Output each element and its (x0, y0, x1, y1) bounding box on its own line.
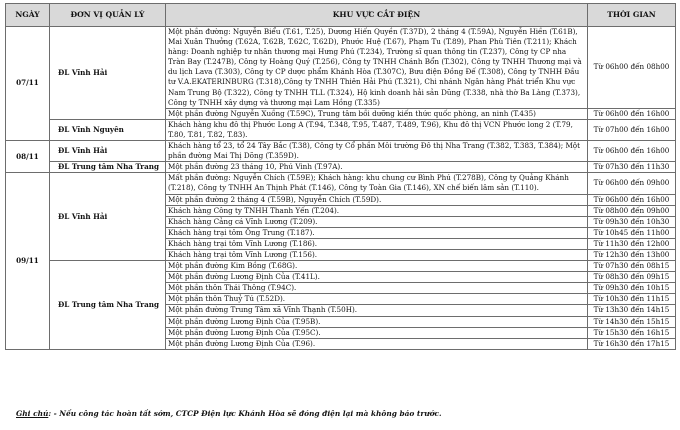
area-cell: Một phần đường Lương Định Của (T.96). (166, 338, 588, 349)
area-cell: Khách hàng trại tôm Ông Trung (T.187). (166, 227, 588, 238)
time-cell: Từ 06h00 đến 09h00 (588, 173, 676, 194)
time-cell: Từ 09h30 đến 10h15 (588, 283, 676, 294)
area-cell: Khách hàng Cảng cá Vĩnh Lương (T.209). (166, 216, 588, 227)
area-cell: Một phần đường Lương Định Của (T.41L). (166, 272, 588, 283)
time-cell: Từ 08h30 đến 09h15 (588, 272, 676, 283)
unit-cell: ĐL Vĩnh Hải (50, 27, 166, 120)
unit-cell: ĐL Vĩnh Hải (50, 173, 166, 261)
unit-cell: ĐL Trung tâm Nha Trang (50, 162, 166, 173)
time-cell: Từ 11h30 đến 12h00 (588, 238, 676, 249)
area-cell: Khách hàng Công ty TNHH Thanh Yến (T.204). (166, 205, 588, 216)
time-cell: Từ 09h30 đến 10h30 (588, 216, 676, 227)
table-body (6, 27, 676, 350)
time-cell: Từ 13h30 đến 14h15 (588, 305, 676, 316)
footnote (16, 409, 442, 418)
time-cell: Từ 07h30 đến 08h15 (588, 261, 676, 272)
area-cell: Một phần đường 23 tháng 10, Phú Vinh (T.97A). (166, 162, 588, 173)
time-cell: Từ 15h30 đến 16h15 (588, 327, 676, 338)
time-cell: Từ 10h30 đến 11h15 (588, 294, 676, 305)
header-area: KHU VỰC CẮT ĐIỆN (166, 4, 588, 27)
date-cell: 08/11 (6, 141, 50, 173)
area-cell: Mất phần đường: Nguyễn Chích (T.59E); Khách hàng: khu chung cư Bình Phú (T.278B), Công ty Quảng Khánh (T.218), Công ty TNHH An Thịnh Phát (T.146), Công ty Toàn Gia (T.146), XN chế biến lâm sản (T.110). (166, 173, 588, 194)
time-cell: Từ 06h00 đến 16h00 (588, 194, 676, 205)
header-day: NGÀY (6, 4, 50, 27)
time-cell: Từ 10h45 đến 11h00 (588, 227, 676, 238)
table-row (6, 27, 676, 109)
area-cell: Một phần đường Trung Tâm xã Vĩnh Thạnh (T.50H). (166, 305, 588, 316)
area-cell: Khách hàng trại tôm Vĩnh Lương (T.156). (166, 249, 588, 260)
time-cell: Từ 08h00 đến 09h00 (588, 205, 676, 216)
unit-cell: ĐL Vĩnh Hải (50, 141, 166, 162)
area-cell: Một phần đường Nguyễn Xuồng (T.59C), Trung tâm bồi dưỡng kiến thức quốc phòng, an ninh (T.435) (166, 108, 588, 119)
time-cell: Từ 07h00 đến 16h00 (588, 119, 676, 140)
area-cell: Một phần thôn Thuỷ Tú (T.52D). (166, 294, 588, 305)
header-unit: ĐƠN VỊ QUẢN LÝ (50, 4, 166, 27)
area-cell: Một phần đường: Nguyễn Biểu (T.61, T.25), Dương Hiến Quyền (T.37D), 2 tháng 4 (T.59A), Nguyễn Hiền (T.61B), Mai Xuân Thưởng (T.62A, T.62B, T.62C, T.62D), Phước Huệ (T.67), Phạm Tu (T.89), Phan Phù Tiên (T.211); Khách hàng: Doanh nghiệp tư nhân thương mại Hưng Phú (T.234), Trường sĩ quan thông tin (T.237), Công ty CP nha Tràn Bay (T.247B), Công ty Hoàng Quý (T.256), Công ty TNHH Chánh Bổn (T.302), Công ty TNHH Thương mại và du lịch Lava (T.303), Công ty CP dược phẩm Khánh Hòa (T.307C), Bưu điện Đồng Đế (T.308), Công ty TNHH Đầu tư V.A.EKATERINBURG (T.318),Công ty TNHH Thiên Hải Phú (T.321), Chi nhánh Ngân hàng Phát triển Khu vực Nam Trung Bộ (T.322), Công ty TNHH TLL (T.324), Hộ kinh doanh hải sản Dũng (T.338, nhà thờ Ba Làng (T.373), Công ty TNHH xây dựng và thương mại Lam Hồng (T.335) (166, 27, 588, 109)
footnote-label: Ghi chú (16, 409, 49, 418)
unit-cell: ĐL Trung tâm Nha Trang (50, 261, 166, 350)
table-row (6, 173, 676, 194)
area-cell: Khách hàng khu đô thị Phước Long A (T.94, T.348, T.95, T.487, T.489, T.96), Khu đô thị VCN Phước long 2 (T.79, T.80, T.81, T.82, T.83). (166, 119, 588, 140)
time-cell: Từ 16h30 đến 17h15 (588, 338, 676, 349)
date-cell: 07/11 (6, 27, 50, 141)
area-cell: Một phần đường Lương Định Của (T.95C). (166, 327, 588, 338)
outage-schedule-table (5, 3, 676, 350)
time-cell: Từ 06h00 đến 16h00 (588, 108, 676, 119)
time-cell: Từ 06h00 đến 08h00 (588, 27, 676, 109)
area-cell: Một phần đường Kim Bồng (T.68G). (166, 261, 588, 272)
table-row (6, 119, 676, 140)
area-cell: Khách hàng trại tôm Vĩnh Lương (T.186). (166, 238, 588, 249)
header-time: THỜI GIAN (588, 4, 676, 27)
area-cell: Một phần đường Lương Định Của (T.95B). (166, 316, 588, 327)
table-row (6, 261, 676, 272)
time-cell: Từ 06h00 đến 16h00 (588, 141, 676, 162)
time-cell: Từ 07h30 đến 11h30 (588, 162, 676, 173)
table-row (6, 141, 676, 162)
table-header-row (6, 4, 676, 27)
date-cell: 09/11 (6, 173, 50, 350)
time-cell: Từ 14h30 đến 15h15 (588, 316, 676, 327)
unit-cell: ĐL Vĩnh Nguyên (50, 119, 166, 140)
footnote-text: : - Nếu công tác hoàn tất sớm, CTCP Điện lực Khánh Hòa sẽ đóng điện lại mà không báo trước. (48, 409, 442, 418)
area-cell: Một phần thôn Thái Thông (T.94C). (166, 283, 588, 294)
table-row (6, 162, 676, 173)
time-cell: Từ 12h30 đến 13h00 (588, 249, 676, 260)
area-cell: Một phần đường 2 tháng 4 (T.59B), Nguyễn Chích (T.59D). (166, 194, 588, 205)
area-cell: Khách hàng tổ 23, tổ 24 Tây Bắc (T.38), Công ty Cổ phần Môi trường Đô thị Nha Trang (T.382, T.383, T.384); Một phần đường Mai Thị Dõng (T.359D). (166, 141, 588, 162)
